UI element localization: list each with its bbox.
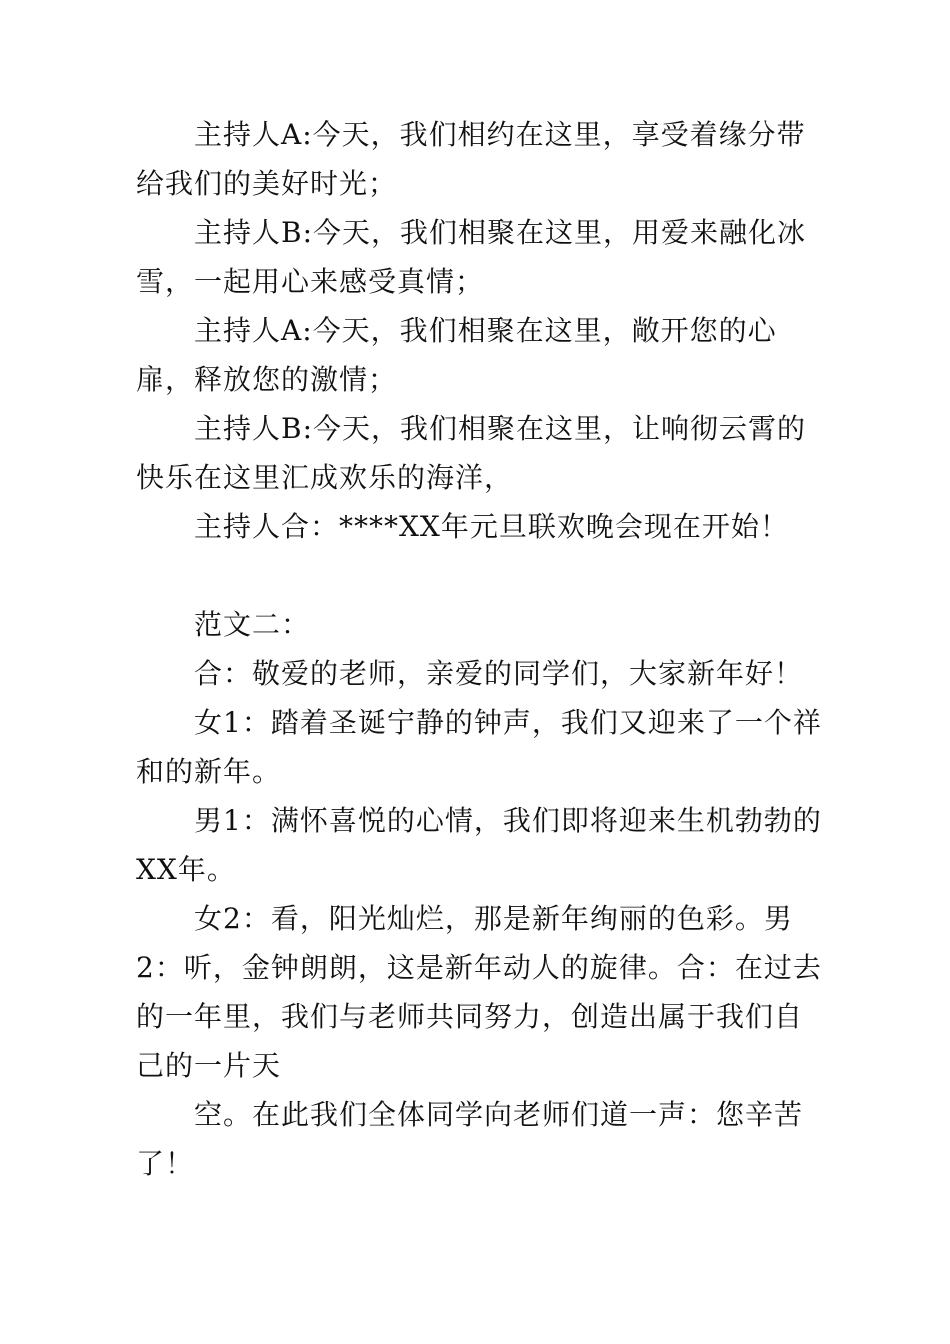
paragraph: 空。在此我们全体同学向老师们道一声：您辛苦了！ — [136, 1098, 804, 1180]
document-body — [136, 110, 826, 1188]
paragraph: 主持人B:今天，我们相聚在这里，让响彻云霄的快乐在这里汇成欢乐的海洋， — [136, 412, 807, 494]
paragraph: 合：敬爱的老师，亲爱的同学们，大家新年好！ — [194, 657, 804, 690]
paragraph: 主持人合：****XX年元旦联欢晚会现在开始！ — [194, 510, 789, 543]
paragraph: 男1：满怀喜悦的心情，我们即将迎来生机勃勃的XX年。 — [136, 804, 822, 886]
paragraph: 主持人A:今天，我们相聚在这里，敞开您的心扉，释放您的激情； — [136, 314, 777, 396]
section-heading: 范文二： — [194, 608, 311, 641]
paragraph: 主持人B:今天，我们相聚在这里，用爱来融化冰雪，一起用心来感受真情； — [136, 216, 807, 298]
paragraph: 女1：踏着圣诞宁静的钟声，我们又迎来了一个祥和的新年。 — [136, 706, 822, 788]
paragraph: 主持人A:今天，我们相约在这里，享受着缘分带给我们的美好时光； — [136, 118, 806, 200]
paragraph: 女2：看，阳光灿烂，那是新年绚丽的色彩。男2：听，金钟朗朗，这是新年动人的旋律。合：在过去的一年里，我们与老师共同努力，创造出属于我们自己的一片天 — [136, 902, 822, 1082]
section-spacer — [136, 551, 826, 600]
